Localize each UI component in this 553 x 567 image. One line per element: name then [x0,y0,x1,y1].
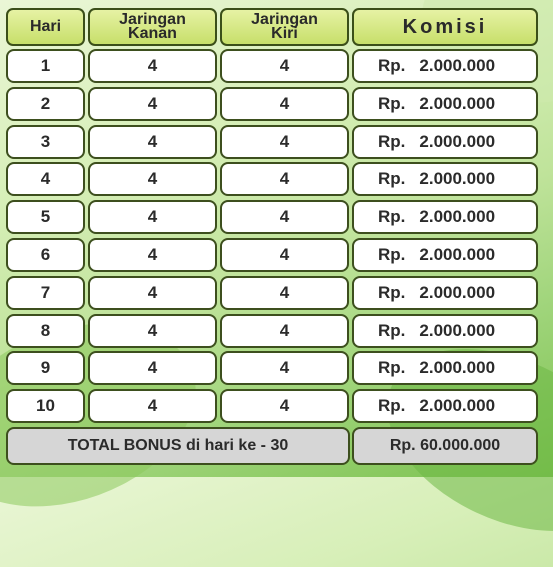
header-kanan-line1: Jaringan [119,11,186,28]
cell-jaringan-kiri: 4 [220,276,349,310]
amount-value: 2.000.000 [419,321,496,340]
cell-jaringan-kanan: 4 [88,87,217,121]
header-hari: Hari [6,8,85,46]
header-jaringan-kanan [88,8,217,46]
cell-komisi [352,125,538,159]
header-komisi: Komisi [352,8,538,46]
cell-jaringan-kanan: 4 [88,125,217,159]
cell-jaringan-kiri: 4 [220,314,349,348]
cell-jaringan-kiri: 4 [220,351,349,385]
cell-jaringan-kanan: 4 [88,351,217,385]
currency-label: Rp. [378,245,406,264]
cell-hari: 7 [6,276,85,310]
cell-jaringan-kanan: 4 [88,238,217,272]
amount-value: 2.000.000 [419,94,496,113]
header-kiri-line1: Jaringan [251,11,318,28]
currency-label: Rp. [378,169,406,188]
header-kiri-line2: Kiri [271,25,298,42]
currency-label: Rp. [378,94,406,113]
cell-hari: 8 [6,314,85,348]
cell-hari: 5 [6,200,85,234]
amount-value: 2.000.000 [419,207,496,226]
cell-komisi [352,314,538,348]
cell-jaringan-kiri: 4 [220,49,349,83]
cell-hari: 6 [6,238,85,272]
currency-label: Rp. [378,207,406,226]
cell-komisi [352,276,538,310]
header-kanan-line2: Kanan [128,25,177,42]
cell-jaringan-kanan: 4 [88,314,217,348]
cell-jaringan-kanan: 4 [88,162,217,196]
amount-value: 2.000.000 [419,169,496,188]
cell-jaringan-kiri: 4 [220,200,349,234]
currency-label: Rp. [378,321,406,340]
cell-hari: 3 [6,125,85,159]
header-jaringan-kiri [220,8,349,46]
cell-komisi [352,87,538,121]
cell-komisi [352,238,538,272]
amount-value: 2.000.000 [419,245,496,264]
currency-label: Rp. [378,132,406,151]
cell-hari: 9 [6,351,85,385]
cell-jaringan-kanan: 4 [88,49,217,83]
cell-jaringan-kiri: 4 [220,238,349,272]
cell-hari: 1 [6,49,85,83]
cell-jaringan-kiri: 4 [220,162,349,196]
cell-jaringan-kanan: 4 [88,200,217,234]
currency-label: Rp. [378,396,406,415]
cell-jaringan-kanan: 4 [88,389,217,423]
cell-komisi [352,389,538,423]
cell-komisi [352,200,538,234]
currency-label: Rp. [378,56,406,75]
cell-jaringan-kiri: 4 [220,87,349,121]
amount-value: 2.000.000 [419,56,496,75]
cell-komisi [352,351,538,385]
amount-value: 2.000.000 [419,358,496,377]
cell-jaringan-kiri: 4 [220,389,349,423]
cell-jaringan-kanan: 4 [88,276,217,310]
currency-label: Rp. [378,358,406,377]
cell-komisi [352,49,538,83]
cell-hari: 10 [6,389,85,423]
amount-value: 2.000.000 [419,396,496,415]
total-bonus-value: Rp. 60.000.000 [352,427,538,465]
amount-value: 2.000.000 [419,283,496,302]
total-bonus-label: TOTAL BONUS di hari ke - 30 [6,427,350,465]
cell-komisi [352,162,538,196]
currency-label: Rp. [378,283,406,302]
cell-hari: 4 [6,162,85,196]
amount-value: 2.000.000 [419,132,496,151]
cell-hari: 2 [6,87,85,121]
cell-jaringan-kiri: 4 [220,125,349,159]
